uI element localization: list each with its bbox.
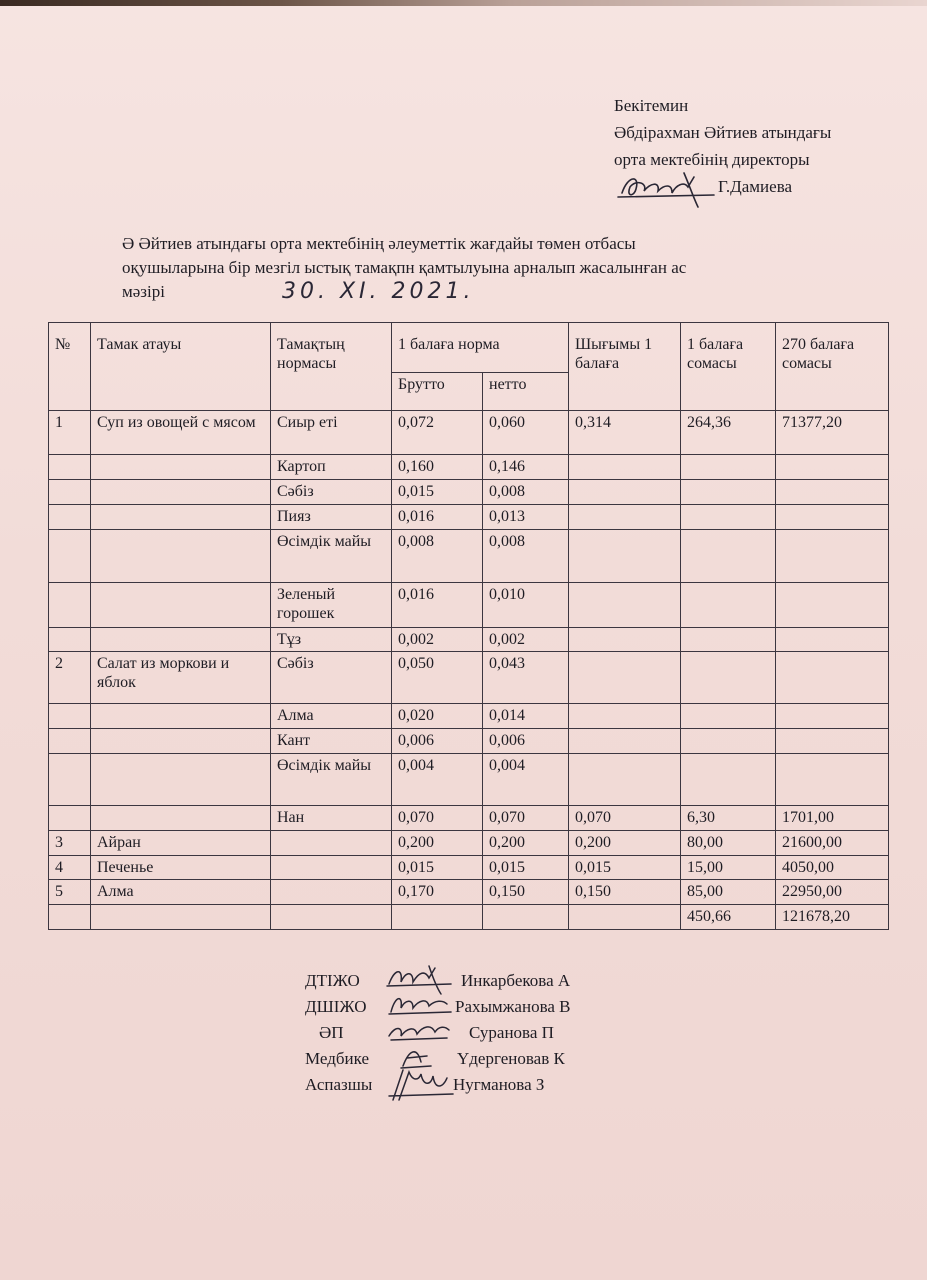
header-dish: Тамак атауы bbox=[91, 323, 271, 411]
title-line-2: оқушыларына бір мезгіл ыстық тамақпн қамтылуына арналып жасалынған ас bbox=[122, 258, 687, 277]
row-netto: 0,006 bbox=[483, 729, 569, 754]
title-line-3: мәзірі bbox=[122, 282, 165, 301]
row-num bbox=[49, 505, 91, 530]
row-sum-one bbox=[681, 628, 776, 652]
row-brutto: 0,170 bbox=[392, 880, 483, 905]
row-brutto: 0,015 bbox=[392, 480, 483, 505]
row-output: 0,015 bbox=[569, 856, 681, 880]
signer-role: ДТІЖО bbox=[305, 971, 360, 990]
row-ingredient: Өсімдік майы bbox=[271, 530, 392, 583]
row-output: 0,200 bbox=[569, 831, 681, 856]
row-sum-270 bbox=[776, 652, 889, 704]
row-brutto: 0,200 bbox=[392, 831, 483, 856]
row-sum-one: 80,00 bbox=[681, 831, 776, 856]
row-num bbox=[49, 530, 91, 583]
row-sum-270: 121678,20 bbox=[776, 905, 889, 930]
table-row bbox=[49, 411, 889, 455]
signer-row bbox=[305, 994, 645, 1020]
table-row bbox=[49, 530, 889, 583]
signer-name: Рахымжанова В bbox=[455, 997, 571, 1016]
row-sum-one bbox=[681, 530, 776, 583]
row-output bbox=[569, 704, 681, 729]
row-dish bbox=[91, 754, 271, 806]
header-brutto: Брутто bbox=[392, 373, 483, 411]
approval-line-2: Әбдірахман Әйтиев атындағы bbox=[614, 123, 832, 142]
photo-top-edge bbox=[0, 0, 927, 6]
row-ingredient: Сәбіз bbox=[271, 480, 392, 505]
row-output: 0,314 bbox=[569, 411, 681, 455]
row-output bbox=[569, 729, 681, 754]
row-dish bbox=[91, 455, 271, 480]
approval-block bbox=[614, 92, 914, 200]
row-ingredient bbox=[271, 880, 392, 905]
row-sum-one bbox=[681, 480, 776, 505]
row-sum-one bbox=[681, 704, 776, 729]
signers-block bbox=[305, 968, 645, 1098]
row-sum-270 bbox=[776, 455, 889, 480]
row-ingredient bbox=[271, 905, 392, 930]
row-num bbox=[49, 480, 91, 505]
director-signature bbox=[614, 167, 724, 211]
table-row bbox=[49, 831, 889, 856]
row-output bbox=[569, 652, 681, 704]
row-dish bbox=[91, 505, 271, 530]
row-sum-one: 264,36 bbox=[681, 411, 776, 455]
table-row bbox=[49, 455, 889, 480]
row-sum-270 bbox=[776, 505, 889, 530]
row-netto bbox=[483, 905, 569, 930]
row-brutto: 0,004 bbox=[392, 754, 483, 806]
row-brutto: 0,070 bbox=[392, 806, 483, 831]
table-row bbox=[49, 880, 889, 905]
table-row bbox=[49, 704, 889, 729]
table-row bbox=[49, 905, 889, 930]
signer-row bbox=[305, 1072, 645, 1098]
menu-table bbox=[48, 322, 889, 930]
table-row bbox=[49, 480, 889, 505]
signer-role: Аспазшы bbox=[305, 1075, 373, 1094]
document-title bbox=[122, 232, 882, 304]
header-num: № bbox=[49, 323, 91, 411]
row-num bbox=[49, 806, 91, 831]
row-netto: 0,150 bbox=[483, 880, 569, 905]
row-brutto: 0,008 bbox=[392, 530, 483, 583]
table-body bbox=[49, 411, 889, 930]
row-output bbox=[569, 754, 681, 806]
row-sum-one: 450,66 bbox=[681, 905, 776, 930]
row-num bbox=[49, 628, 91, 652]
signer-name: Үдергеновав К bbox=[457, 1049, 565, 1068]
row-brutto: 0,015 bbox=[392, 856, 483, 880]
row-netto: 0,146 bbox=[483, 455, 569, 480]
title-line-1: Ә Әйтиев атындағы орта мектебінің әлеуметтік жағдайы төмен отбасы bbox=[122, 234, 636, 253]
header-output: Шығымы 1 балаға bbox=[569, 323, 681, 411]
header-norm: Тамақтың нормасы bbox=[271, 323, 392, 411]
row-sum-one bbox=[681, 455, 776, 480]
row-dish bbox=[91, 905, 271, 930]
row-sum-270 bbox=[776, 754, 889, 806]
row-num bbox=[49, 729, 91, 754]
table-row bbox=[49, 806, 889, 831]
row-sum-270: 21600,00 bbox=[776, 831, 889, 856]
row-num: 3 bbox=[49, 831, 91, 856]
row-num bbox=[49, 455, 91, 480]
row-brutto: 0,006 bbox=[392, 729, 483, 754]
signature-mark bbox=[387, 1066, 457, 1106]
signer-name: Нугманова З bbox=[453, 1075, 545, 1094]
row-netto: 0,010 bbox=[483, 583, 569, 628]
row-sum-270 bbox=[776, 583, 889, 628]
signer-row bbox=[305, 1020, 645, 1046]
table-row bbox=[49, 628, 889, 652]
row-ingredient: Алма bbox=[271, 704, 392, 729]
row-dish: Салат из моркови и яблок bbox=[91, 652, 271, 704]
row-sum-270 bbox=[776, 628, 889, 652]
handwritten-date: 30. XI. 2021. bbox=[282, 279, 475, 304]
table-header-row bbox=[49, 323, 889, 373]
table-row bbox=[49, 856, 889, 880]
row-sum-270: 22950,00 bbox=[776, 880, 889, 905]
row-sum-270 bbox=[776, 530, 889, 583]
row-dish bbox=[91, 704, 271, 729]
row-dish bbox=[91, 806, 271, 831]
row-netto: 0,008 bbox=[483, 530, 569, 583]
row-sum-one bbox=[681, 729, 776, 754]
row-sum-one bbox=[681, 583, 776, 628]
row-num: 4 bbox=[49, 856, 91, 880]
row-output: 0,150 bbox=[569, 880, 681, 905]
signer-role: Медбике bbox=[305, 1049, 369, 1068]
row-sum-270: 4050,00 bbox=[776, 856, 889, 880]
row-brutto: 0,050 bbox=[392, 652, 483, 704]
header-per-child-norm: 1 балаға норма bbox=[392, 323, 569, 373]
row-ingredient: Тұз bbox=[271, 628, 392, 652]
row-output: 0,070 bbox=[569, 806, 681, 831]
row-output bbox=[569, 455, 681, 480]
header-netto: нетто bbox=[483, 373, 569, 411]
row-dish: Алма bbox=[91, 880, 271, 905]
table-row bbox=[49, 652, 889, 704]
row-netto: 0,200 bbox=[483, 831, 569, 856]
row-netto: 0,070 bbox=[483, 806, 569, 831]
row-sum-one: 6,30 bbox=[681, 806, 776, 831]
row-num: 2 bbox=[49, 652, 91, 704]
signer-name: Суранова П bbox=[469, 1023, 554, 1042]
header-sum-270: 270 балаға сомасы bbox=[776, 323, 889, 411]
row-dish bbox=[91, 729, 271, 754]
row-sum-one bbox=[681, 505, 776, 530]
row-dish: Айран bbox=[91, 831, 271, 856]
row-output bbox=[569, 628, 681, 652]
row-sum-270: 1701,00 bbox=[776, 806, 889, 831]
row-netto: 0,043 bbox=[483, 652, 569, 704]
row-sum-one: 15,00 bbox=[681, 856, 776, 880]
approval-line-1: Бекітемин bbox=[614, 96, 689, 115]
signer-row bbox=[305, 1046, 645, 1072]
row-ingredient bbox=[271, 831, 392, 856]
row-num bbox=[49, 754, 91, 806]
row-ingredient: Пияз bbox=[271, 505, 392, 530]
row-dish bbox=[91, 480, 271, 505]
table-row bbox=[49, 754, 889, 806]
row-brutto: 0,020 bbox=[392, 704, 483, 729]
row-num: 1 bbox=[49, 411, 91, 455]
signer-row bbox=[305, 968, 645, 994]
row-num bbox=[49, 905, 91, 930]
row-brutto: 0,016 bbox=[392, 583, 483, 628]
row-brutto: 0,160 bbox=[392, 455, 483, 480]
row-dish bbox=[91, 530, 271, 583]
row-ingredient: Өсімдік майы bbox=[271, 754, 392, 806]
row-brutto: 0,016 bbox=[392, 505, 483, 530]
row-num bbox=[49, 704, 91, 729]
row-sum-one: 85,00 bbox=[681, 880, 776, 905]
row-sum-270 bbox=[776, 729, 889, 754]
table-row bbox=[49, 505, 889, 530]
row-ingredient: Сиыр еті bbox=[271, 411, 392, 455]
approval-line-3: орта мектебінің директоры bbox=[614, 150, 810, 169]
row-netto: 0,008 bbox=[483, 480, 569, 505]
row-brutto: 0,072 bbox=[392, 411, 483, 455]
row-sum-270 bbox=[776, 480, 889, 505]
row-dish: Печенье bbox=[91, 856, 271, 880]
row-sum-270: 71377,20 bbox=[776, 411, 889, 455]
row-netto: 0,002 bbox=[483, 628, 569, 652]
row-output bbox=[569, 583, 681, 628]
row-ingredient bbox=[271, 856, 392, 880]
row-output bbox=[569, 480, 681, 505]
row-sum-one bbox=[681, 652, 776, 704]
row-ingredient: Сәбіз bbox=[271, 652, 392, 704]
row-brutto bbox=[392, 905, 483, 930]
header-sum-one: 1 балаға сомасы bbox=[681, 323, 776, 411]
row-ingredient: Картоп bbox=[271, 455, 392, 480]
row-ingredient: Зеленый горошек bbox=[271, 583, 392, 628]
signer-role: ӘП bbox=[319, 1023, 344, 1042]
row-netto: 0,060 bbox=[483, 411, 569, 455]
row-netto: 0,015 bbox=[483, 856, 569, 880]
row-dish bbox=[91, 628, 271, 652]
signer-name: Инкарбекова А bbox=[461, 971, 571, 990]
row-netto: 0,014 bbox=[483, 704, 569, 729]
approval-signature-line bbox=[614, 173, 914, 200]
row-dish bbox=[91, 583, 271, 628]
row-ingredient: Кант bbox=[271, 729, 392, 754]
row-sum-one bbox=[681, 754, 776, 806]
row-ingredient: Нан bbox=[271, 806, 392, 831]
table-row bbox=[49, 583, 889, 628]
row-output bbox=[569, 530, 681, 583]
row-dish: Суп из овощей с мясом bbox=[91, 411, 271, 455]
row-output bbox=[569, 905, 681, 930]
row-num bbox=[49, 583, 91, 628]
director-name: Г.Дамиева bbox=[718, 177, 793, 196]
table-row bbox=[49, 729, 889, 754]
row-sum-270 bbox=[776, 704, 889, 729]
row-netto: 0,013 bbox=[483, 505, 569, 530]
signer-role: ДШІЖО bbox=[305, 997, 367, 1016]
row-netto: 0,004 bbox=[483, 754, 569, 806]
row-output bbox=[569, 505, 681, 530]
row-brutto: 0,002 bbox=[392, 628, 483, 652]
row-num: 5 bbox=[49, 880, 91, 905]
